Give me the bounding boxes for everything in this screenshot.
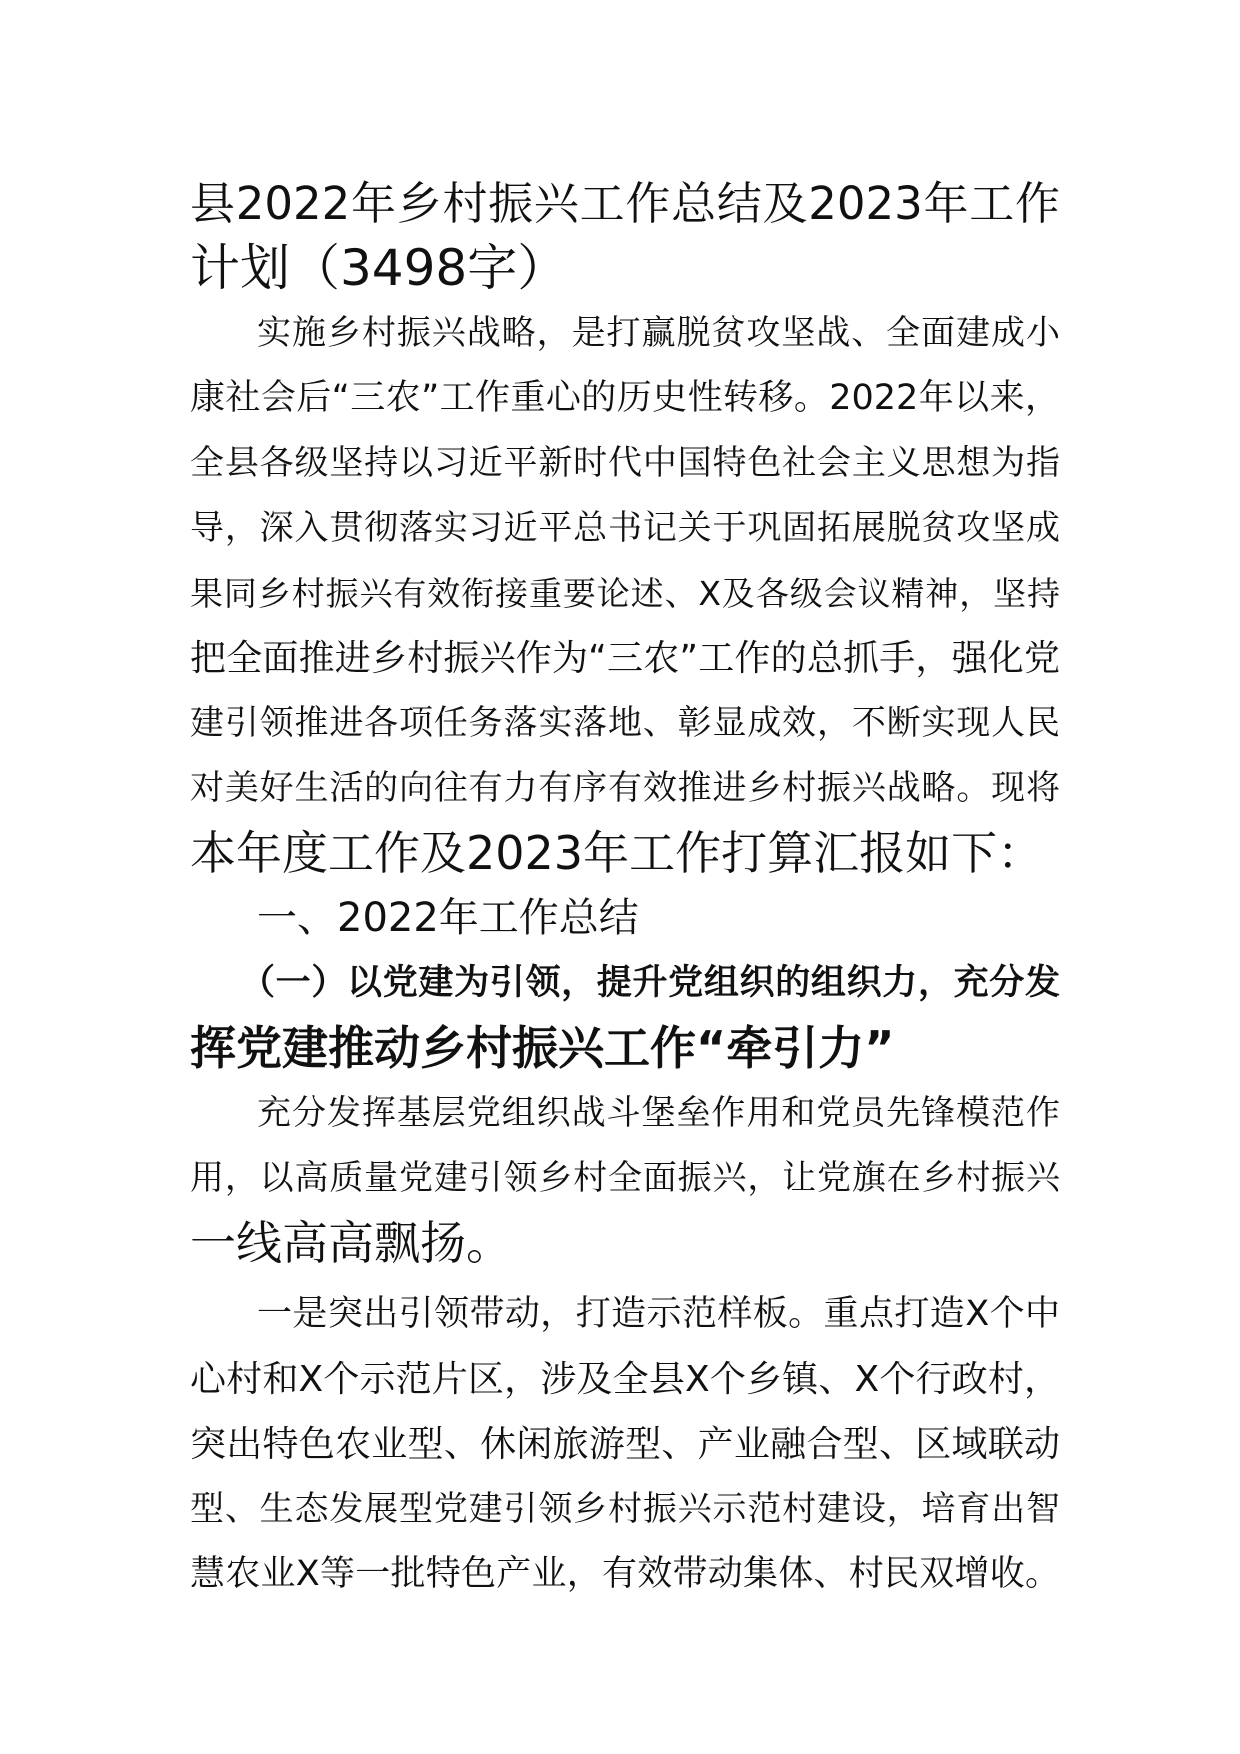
text-line: 全县各级坚持以习近平新时代中国特色社会主义思想为指 xyxy=(190,443,1060,483)
text-line: 慧农业X等一批特色产业，有效带动集体、村民双增收。 xyxy=(190,1554,1060,1594)
text-line: 一线高高飘扬。 xyxy=(190,1216,512,1270)
text-line: 充分发挥基层党组织战斗堡垒作用和党员先锋模范作 xyxy=(257,1093,1060,1133)
section-heading-text: 一、2022年工作总结 xyxy=(257,895,639,941)
text-line: 康社会后“三农”工作重心的历史性转移。2022年以来， xyxy=(190,378,1060,418)
body-paragraph xyxy=(190,1282,1060,1607)
text-line: 实施乡村振兴战略，是打赢脱贫攻坚战、全面建成小 xyxy=(257,313,1060,353)
text-line: 一是突出引领带动，打造示范样板。重点打造X个中 xyxy=(257,1294,1060,1334)
subsection-heading xyxy=(190,951,1060,1081)
text-line: 本年度工作及2023年工作打算汇报如下： xyxy=(190,826,1044,880)
title-line: 计划（3498字） xyxy=(190,239,568,297)
text-line: 用，以高质量党建引领乡村全面振兴，让党旗在乡村振兴 xyxy=(190,1158,1060,1198)
text-line: 心村和X个示范片区，涉及全县X个乡镇、X个行政村， xyxy=(190,1359,1060,1400)
text-line: 果同乡村振兴有效衔接重要论述、X及各级会议精神，坚持 xyxy=(190,574,1060,613)
text-line: 导，深入贯彻落实习近平总书记关于巩固拓展脱贫攻坚成 xyxy=(190,508,1060,548)
text-line: 对美好生活的向往有力有序有效推进乡村振兴战略。现将 xyxy=(190,768,1060,808)
text-line: 挥党建推动乡村振兴工作“牵引力” xyxy=(190,1021,895,1075)
text-line: 把全面推进乡村振兴作为“三农”工作的总抓手，强化党 xyxy=(190,638,1060,679)
section-heading xyxy=(190,886,1060,951)
text-line: 型、生态发展型党建引领乡村振兴示范村建设，培育出智 xyxy=(190,1489,1060,1529)
document-title xyxy=(190,171,1060,301)
body-paragraph xyxy=(190,1081,1060,1276)
document-page xyxy=(190,171,1060,1607)
text-line: 建引领推进各项任务落实落地、彰显成效，不断实现人民 xyxy=(190,703,1060,743)
text-line: 突出特色农业型、休闲旅游型、产业融合型、区域联动 xyxy=(190,1424,1060,1465)
text-line: （一）以党建为引领，提升党组织的组织力，充分发 xyxy=(240,963,1060,1003)
title-line: 县2022年乡村振兴工作总结及2023年工作 xyxy=(190,177,1060,230)
intro-paragraph xyxy=(190,301,1060,886)
